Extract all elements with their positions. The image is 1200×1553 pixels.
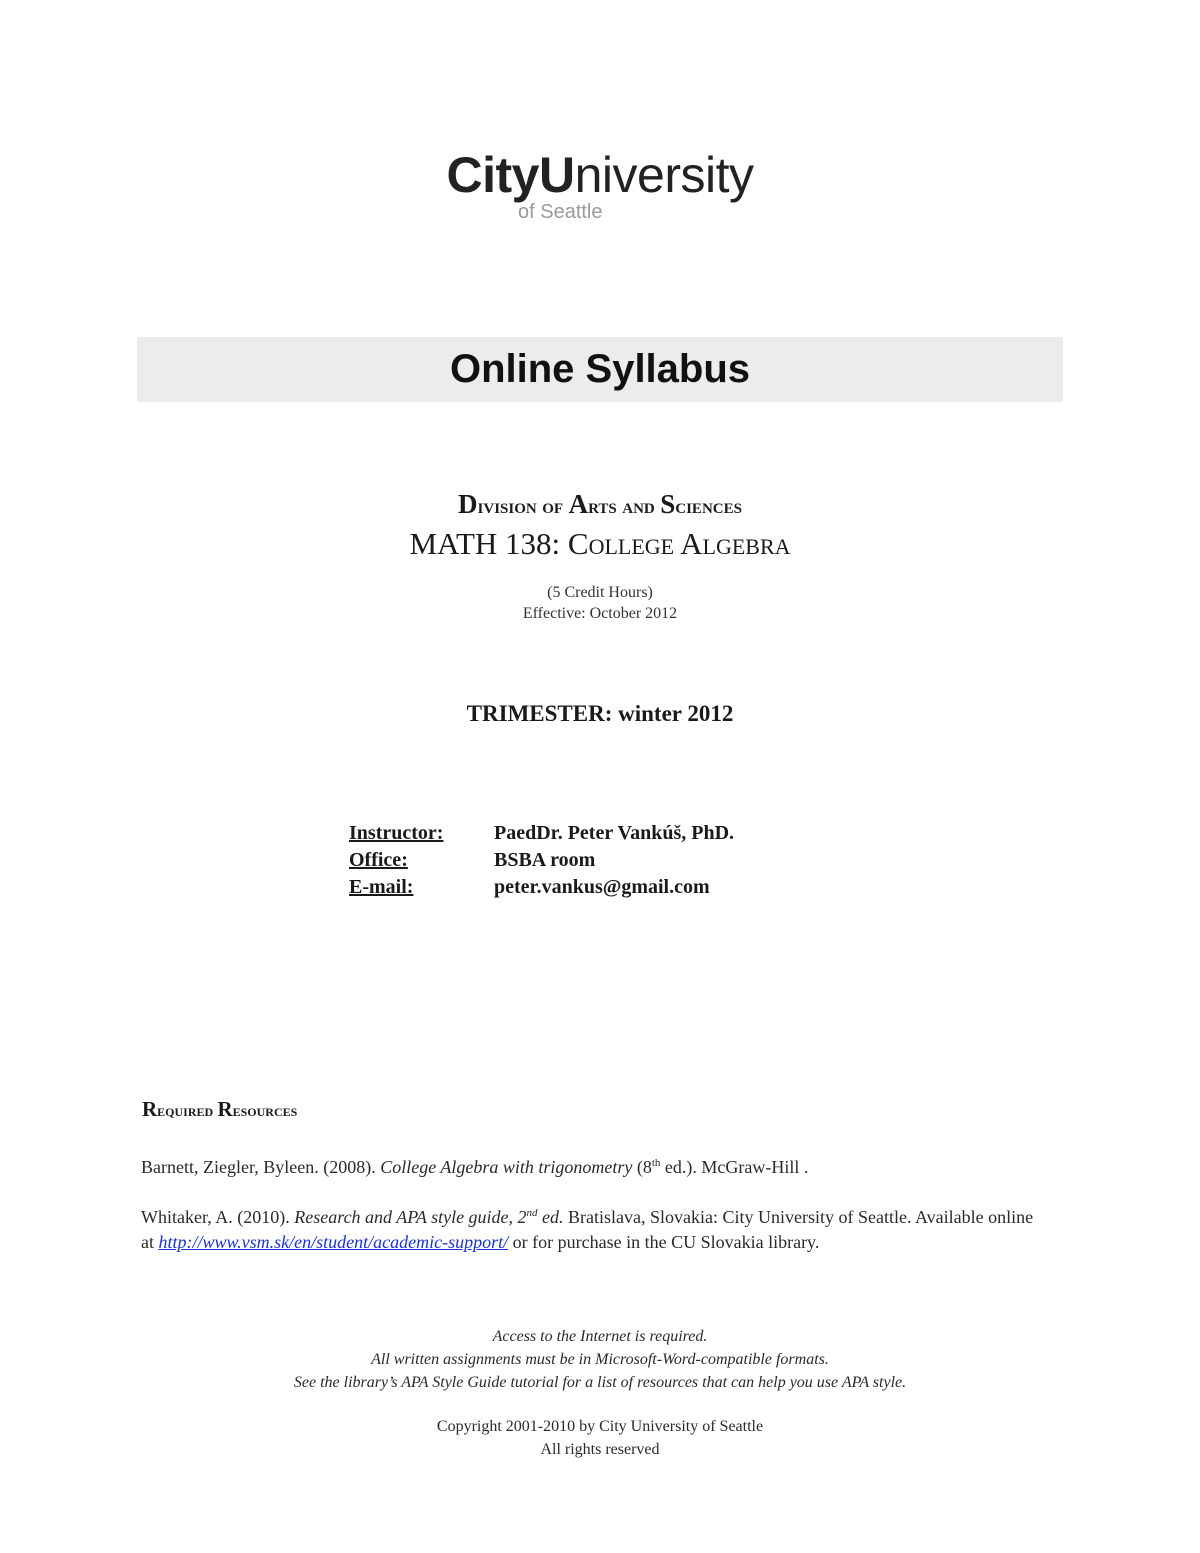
contact-info (349, 820, 734, 901)
division-text-2: rts and (588, 493, 661, 518)
resources-initial-r2: R (217, 1097, 233, 1121)
logo-subtitle: of Seattle (518, 201, 603, 223)
division-title (0, 488, 1200, 520)
ref1-edition: (8 (632, 1157, 652, 1177)
ref1-publisher: ed.). McGraw-Hill . (660, 1157, 809, 1177)
city-university-logo (0, 147, 1200, 223)
note-internet: Access to the Internet is required. (492, 1328, 708, 1345)
email-value: peter.vankus@gmail.com (494, 876, 710, 898)
rights-text: All rights reserved (540, 1441, 660, 1458)
division-initial-d: D (458, 489, 478, 519)
reference-textbook (141, 1155, 1041, 1180)
email-row (349, 874, 734, 901)
instructor-value: PaedDr. Peter Vankúš, PhD. (494, 822, 735, 844)
course-credit-info (0, 582, 1200, 624)
ref1-authors: Barnett, Ziegler, Byleen. (2008). (141, 1157, 381, 1177)
logo-niversity-text: niversity (574, 147, 754, 203)
course-title: MATH 138: College Algebra (409, 526, 791, 561)
email-label: E-mail: (349, 876, 414, 898)
office-row (349, 847, 734, 874)
academic-support-link[interactable]: http://www.vsm.sk/en/student/academic-support/ (158, 1232, 509, 1252)
banner-title: Online Syllabus (449, 347, 751, 391)
copyright-footer (0, 1415, 1200, 1461)
logo-u-text: U (538, 147, 575, 203)
division-initial-s: S (660, 489, 676, 519)
instructor-row (349, 820, 734, 847)
required-resources-heading (142, 1097, 297, 1122)
ref2-title-sup: nd (526, 1207, 538, 1219)
instructor-label: Instructor: (349, 822, 444, 844)
office-value: BSBA room (494, 849, 596, 871)
logo-city-text: City (446, 147, 539, 203)
resources-heading-text-2: esources (232, 1101, 298, 1120)
ref2-availability: or for purchase in the CU Slovakia library. (508, 1232, 820, 1252)
division-initial-a: A (568, 489, 589, 519)
ref1-edition-sup: th (651, 1157, 661, 1169)
syllabus-banner (137, 337, 1063, 402)
ref2-title-end: ed. (537, 1207, 564, 1227)
ref2-title: Research and APA style guide, 2 (294, 1207, 527, 1227)
ref2-place: Bratislava, Slovakia: City University of Seattle. Available online at (141, 1207, 1034, 1252)
credit-hours: (5 Credit Hours) (547, 584, 653, 601)
copyright-text: Copyright 2001-2010 by City University of Seattle (436, 1418, 764, 1435)
resources-heading-text-1: equired (157, 1101, 218, 1120)
resources-initial-r1: R (142, 1097, 158, 1121)
ref1-title: College Algebra with trigonometry (380, 1157, 633, 1177)
ref2-authors: Whitaker, A. (2010). (141, 1207, 295, 1227)
note-word-format: All written assignments must be in Microsoft-Word-compatible formats. (371, 1351, 829, 1368)
effective-date: Effective: October 2012 (522, 605, 678, 622)
division-text-3: ciences (675, 493, 742, 518)
division-text-1: ivision of (477, 493, 569, 518)
trimester-heading: TRIMESTER: winter 2012 (466, 701, 734, 726)
note-apa-guide: See the library’s APA Style Guide tutorial for a list of resources that can help you use APA style. (293, 1374, 907, 1391)
logo-wordmark (446, 147, 754, 203)
office-label: Office: (349, 849, 408, 871)
requirements-notes (0, 1325, 1200, 1394)
reference-apa-guide (141, 1205, 1041, 1255)
